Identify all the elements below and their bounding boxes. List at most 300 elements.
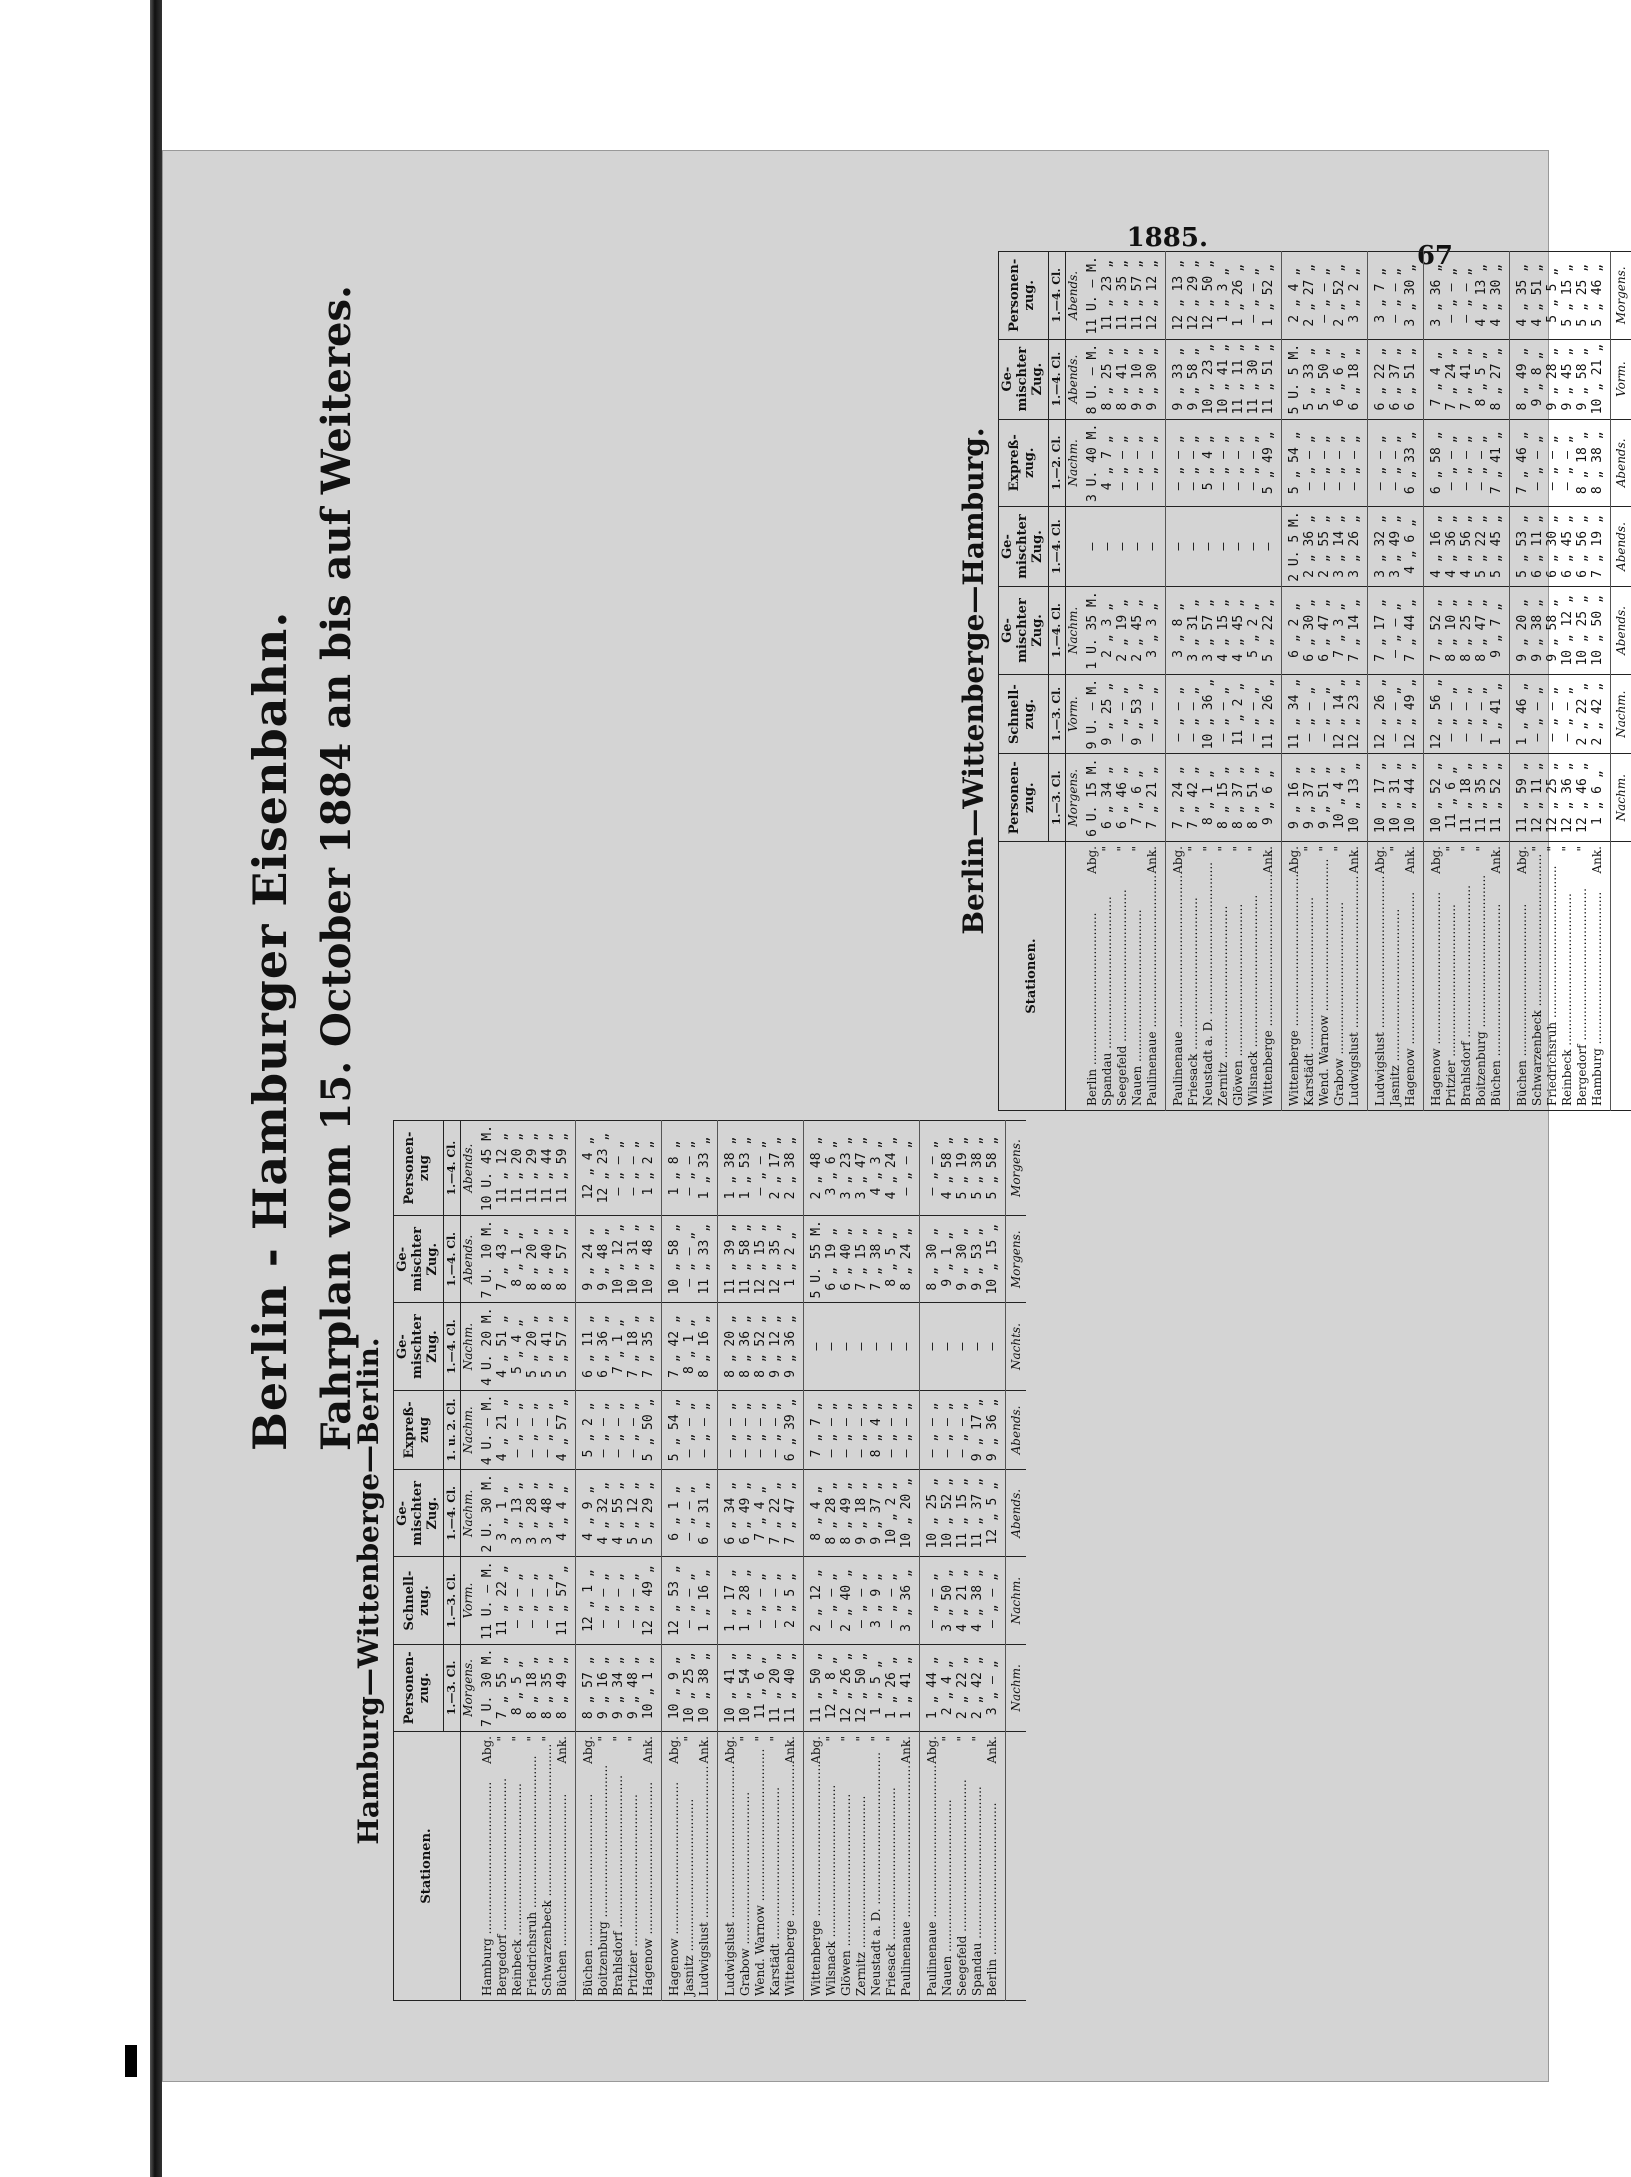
- time-cell: [804, 1557, 920, 1644]
- station-name: Bergedorf .....: [1575, 852, 1590, 1106]
- time-cell: [1282, 754, 1368, 842]
- station-list: [475, 1732, 576, 2001]
- departure-time: 3 „ 7 „: [1373, 267, 1389, 323]
- arrival-period: Morgens.: [1006, 1121, 1027, 1216]
- period-label: Morgens.: [461, 1644, 476, 1731]
- station-name: Paulinenaue .....: [1145, 873, 1160, 1106]
- departure-time: — „ — „: [1373, 435, 1389, 491]
- time-cell: [1282, 507, 1368, 587]
- station-mark: ": [854, 1736, 869, 1742]
- footer-row: [1611, 252, 1631, 1111]
- time-cell: [920, 1644, 1006, 1731]
- station-name: Ludwigslust .....: [723, 1764, 738, 1996]
- station-name: Paulinenaue .....: [1171, 874, 1186, 1106]
- station-name: Grabow .....: [1332, 852, 1347, 1106]
- time-cell: [920, 1216, 1006, 1303]
- station-list: [1282, 842, 1368, 1111]
- departure-time: 3 „ — „: [985, 1660, 1001, 1716]
- station-block: [920, 1121, 1006, 2001]
- departure-time: 7 „ 19 „: [1590, 515, 1606, 578]
- departure-time: 6 „ 19 „: [824, 1227, 840, 1291]
- departure-time: 9 „ 18 „: [854, 1481, 870, 1545]
- departure-time: 5 „ 4 „: [510, 1319, 526, 1374]
- station-mark: ": [1545, 846, 1560, 852]
- station-mark: ": [1474, 846, 1489, 852]
- train-type-header: Ge-mischter Zug.: [394, 1216, 444, 1303]
- departure-time: 3 „ 23 „: [839, 1136, 855, 1200]
- station-list: [718, 1732, 804, 2001]
- departure-time: 2 „ 22 „: [955, 1656, 971, 1720]
- document-title: Berlin - Hamburger Eisenbahn.: [243, 610, 297, 1451]
- departure-time: 8 „ 20 „: [525, 1227, 541, 1291]
- departure-time: 5 „ 12 „: [626, 1481, 642, 1545]
- station-line: [1403, 846, 1418, 1106]
- departure-time: 9 „ 33 „: [1171, 347, 1187, 411]
- train-class-header: 1.—4. Cl.: [443, 1216, 461, 1303]
- departure-time: 11 „ 40 „: [783, 1652, 799, 1724]
- time-cell: [1510, 252, 1611, 340]
- station-name: Glöwen .....: [839, 1742, 854, 1996]
- departure-time: — „ — „: [1474, 686, 1490, 742]
- station-mark: Ank.: [1347, 846, 1362, 874]
- departure-time: 12 „ 56 „: [1429, 678, 1445, 750]
- period-label: Abends.: [1066, 252, 1081, 340]
- departure-time: 10 „ 25 „: [1575, 595, 1591, 666]
- page-edge-shadow: [150, 0, 162, 2177]
- departure-time: 5 „ 15 „: [1560, 263, 1576, 327]
- departure-time: 7 „ 14 „: [1347, 599, 1363, 662]
- departure-time: 9 „ 30 „: [1145, 347, 1161, 411]
- station-mark: ": [753, 1736, 768, 1742]
- station-mark: ": [611, 1736, 626, 1742]
- arrival-period: Nachm.: [1006, 1644, 1027, 1731]
- train-type-header: Personen-zug.: [999, 754, 1049, 842]
- departure-time: —: [1231, 542, 1247, 551]
- departure-time: 9 „ 58 „: [1575, 347, 1591, 411]
- time-cell: [1166, 252, 1282, 340]
- departure-time: 4 „ 55 „: [611, 1481, 627, 1545]
- departure-time: 3 „ 48 „: [540, 1481, 556, 1545]
- departure-time: 6 „ 6 „: [1332, 351, 1348, 407]
- departure-time: 6 „ 34 „: [1100, 766, 1116, 830]
- departure-time: —: [925, 1342, 941, 1351]
- time-cell: [920, 1557, 1006, 1644]
- departure-time: — „ — „: [1115, 435, 1131, 491]
- departure-time: 10 „ 31 „: [1388, 762, 1404, 833]
- station-line: [783, 1736, 798, 1996]
- departure-time: 11 „ 12 „: [495, 1132, 511, 1204]
- departure-time: — „ — „: [753, 1140, 769, 1196]
- station-name: Büchen .....: [1489, 873, 1504, 1106]
- station-mark: Ank.: [1145, 846, 1160, 874]
- station-mark: Ank.: [1261, 846, 1276, 874]
- departure-time: 10 „ 52 „: [1429, 762, 1445, 833]
- departure-time: 6 „ 51 „: [1403, 347, 1419, 411]
- time-cell: [718, 1121, 804, 1216]
- station-mark: ": [1100, 846, 1115, 852]
- direction-title: Hamburg—Wittenberge—Berlin.: [352, 1337, 385, 1845]
- station-line: [955, 1736, 970, 1996]
- station-line: [1246, 846, 1261, 1106]
- departure-time: 4 „ 21 „: [955, 1569, 971, 1632]
- station-name: Brahlsdorf .....: [1459, 852, 1474, 1106]
- train-class-header: 1.—4. Cl.: [1048, 252, 1066, 340]
- departure-time: 8 „ 15 „: [1216, 766, 1232, 830]
- departure-time: 8 „ 1 „: [510, 1231, 526, 1287]
- departure-time: 3 „ 30 „: [1403, 263, 1419, 327]
- departure-time: 4 U. 20 M.: [480, 1307, 496, 1386]
- departure-time: 3 „ 14 „: [1332, 515, 1348, 578]
- station-line: [1145, 846, 1160, 1106]
- departure-time: 4 „ 38 „: [970, 1569, 986, 1632]
- departure-time: 9 „ 45 „: [1560, 347, 1576, 411]
- departure-time: 12 „ 35 „: [768, 1224, 784, 1295]
- departure-time: 2 „ 27 „: [1302, 263, 1318, 327]
- departure-time: 1 „ 52 „: [1261, 263, 1277, 327]
- departure-time: 6 „ 30 „: [1302, 599, 1318, 662]
- departure-time: 7 „ 35 „: [641, 1315, 657, 1378]
- departure-time: 6 „ 33 „: [1403, 431, 1419, 495]
- station-name: Zernitz .....: [854, 1742, 869, 1996]
- train-class-header: 1.—3. Cl.: [443, 1644, 461, 1731]
- departure-time: — „ — „: [1459, 267, 1475, 323]
- period-row: [461, 1121, 476, 2001]
- departure-time: 7 „ 41 „: [1489, 431, 1505, 495]
- departure-time: —: [1186, 542, 1202, 551]
- station-name: Büchen .....: [555, 1763, 570, 1996]
- time-cell: [662, 1470, 718, 1557]
- arrival-period: Abends.: [1611, 587, 1631, 675]
- station-line: [1373, 846, 1388, 1106]
- station-line: [480, 1736, 495, 1996]
- period-row: [1066, 252, 1081, 1111]
- time-cell: [576, 1216, 662, 1303]
- book-binding: [0, 0, 150, 2177]
- departure-time: 1 „ 3 „: [1216, 267, 1232, 323]
- station-line: [1429, 846, 1444, 1106]
- station-line: [1100, 846, 1115, 1106]
- departure-time: 10 „ 23 „: [1201, 343, 1217, 415]
- departure-time: 10 „ 41 „: [1216, 343, 1232, 415]
- station-mark: ": [1201, 846, 1216, 852]
- station-mark: Ank.: [1489, 846, 1504, 874]
- departure-time: — „ — „: [925, 1140, 941, 1196]
- departure-time: 12 „ 4 „: [581, 1136, 597, 1200]
- departure-time: — „ — „: [525, 1573, 541, 1628]
- departure-time: 9 „ 17 „: [970, 1398, 986, 1462]
- station-line: [555, 1736, 570, 1996]
- station-line: [1216, 846, 1231, 1106]
- time-cell: [1368, 252, 1424, 340]
- station-line: [809, 1736, 824, 1996]
- departure-time: 6 „ 11 „: [581, 1315, 597, 1378]
- departure-time: 1 „ 41 „: [1489, 682, 1505, 746]
- departure-time: 3 „ 50 „: [940, 1569, 956, 1632]
- departure-time: 9 „ 25 „: [1100, 682, 1116, 746]
- departure-time: — „ — „: [1186, 435, 1202, 491]
- time-cell: [1080, 252, 1166, 340]
- departure-time: 1 „ 16 „: [697, 1569, 713, 1632]
- departure-time: 10 „ 15 „: [985, 1224, 1001, 1295]
- time-cell: [718, 1644, 804, 1731]
- departure-time: 2 U. 5 M.: [1287, 511, 1303, 582]
- period-label: Nachm.: [461, 1303, 476, 1390]
- departure-time: 2 „ 38 „: [783, 1136, 799, 1200]
- station-line: [1545, 846, 1560, 1106]
- time-cell: [1368, 674, 1424, 754]
- departure-time: 11 „ 30 „: [1246, 343, 1262, 415]
- time-cell: [804, 1303, 920, 1390]
- departure-time: — „ — „: [839, 1402, 855, 1458]
- departure-time: 3 „ 9 „: [869, 1573, 885, 1628]
- station-name: Zernitz .....: [1216, 852, 1231, 1106]
- time-cell: [718, 1557, 804, 1644]
- time-cell: [1368, 339, 1424, 419]
- departure-time: 3 „ 13 „: [510, 1481, 526, 1545]
- departure-time: — „ — „: [1545, 435, 1561, 491]
- departure-time: —: [1100, 542, 1116, 551]
- departure-time: — „ — „: [540, 1402, 556, 1458]
- station-mark: ": [824, 1736, 839, 1742]
- time-cell: [1166, 674, 1282, 754]
- station-name: Pritzier .....: [1444, 852, 1459, 1106]
- departure-time: — „ — „: [824, 1402, 840, 1458]
- departure-time: — „ — „: [1545, 686, 1561, 742]
- departure-time: 3 „ 36 „: [1429, 263, 1445, 327]
- time-cell: [804, 1644, 920, 1731]
- departure-time: 8 „ 47 „: [1474, 599, 1490, 662]
- departure-time: 2 „ 4 „: [1287, 267, 1303, 323]
- departure-time: 6 „ 11 „: [1530, 515, 1546, 578]
- station-line: [1302, 846, 1317, 1106]
- departure-time: 12 „ 12 „: [1145, 260, 1161, 331]
- departure-time: 10 „ 2 „: [884, 1481, 900, 1545]
- train-type-header: Schnell-zug.: [394, 1557, 444, 1644]
- departure-time: —: [1201, 542, 1217, 551]
- departure-time: 9 „ 12 „: [768, 1315, 784, 1378]
- time-cell: [718, 1216, 804, 1303]
- departure-time: — „ — „: [1317, 267, 1333, 323]
- departure-time: 7 „ 43 „: [495, 1227, 511, 1291]
- period-label: Morgens.: [1066, 754, 1081, 842]
- train-type-header: Ge-mischter Zug.: [394, 1470, 444, 1557]
- departure-time: 7 „ 38 „: [869, 1227, 885, 1291]
- time-cell: [1510, 674, 1611, 754]
- departure-time: 4 „ 4 „: [555, 1485, 571, 1541]
- station-mark: ": [1560, 846, 1575, 852]
- departure-time: — „ — „: [1302, 435, 1318, 491]
- station-line: [1171, 846, 1186, 1106]
- departure-time: 5 „ 45 „: [1489, 515, 1505, 578]
- time-cell: [718, 1303, 804, 1390]
- departure-time: 11 „ 11 „: [1231, 343, 1247, 415]
- arrival-period: Abends.: [1611, 507, 1631, 587]
- departure-time: 2 „ 17 „: [768, 1136, 784, 1200]
- departure-time: — „ — „: [1444, 686, 1460, 742]
- departure-time: 6 „ 47 „: [1317, 599, 1333, 662]
- time-cell: [1282, 419, 1368, 506]
- departure-time: 9 „ 37 „: [869, 1481, 885, 1545]
- station-name: Friesack .....: [884, 1742, 899, 1996]
- departure-time: 10 „ 1 „: [641, 1656, 657, 1720]
- departure-time: 6 „ 31 „: [697, 1481, 713, 1545]
- departure-time: 11 „ 18 „: [1459, 762, 1475, 833]
- departure-time: 6 „ 40 „: [839, 1227, 855, 1291]
- station-block: [1080, 252, 1166, 1111]
- departure-time: 11 „ 51 „: [1261, 343, 1277, 415]
- departure-time: — „ — „: [1186, 686, 1202, 742]
- station-mark: ": [970, 1736, 985, 1742]
- station-mark: ": [626, 1736, 641, 1742]
- station-mark: ": [768, 1736, 783, 1742]
- departure-time: — „ — „: [1246, 686, 1262, 742]
- station-mark: Ank.: [985, 1736, 1000, 1764]
- departure-time: 12 „ 5 „: [985, 1481, 1001, 1545]
- arrival-period: Abends.: [1006, 1470, 1027, 1557]
- time-cell: [1282, 674, 1368, 754]
- departure-time: — „ — „: [1560, 686, 1576, 742]
- departure-time: 8 „ 1 „: [682, 1319, 698, 1374]
- departure-time: — „ — „: [1171, 686, 1187, 742]
- time-cell: [576, 1121, 662, 1216]
- departure-time: — „ — „: [1130, 435, 1146, 491]
- station-mark: ": [596, 1736, 611, 1742]
- station-line: [682, 1736, 697, 1996]
- departure-time: 10 „ 12 „: [1560, 595, 1576, 666]
- time-cell: [804, 1121, 920, 1216]
- station-name: Büchen .....: [581, 1764, 596, 1996]
- time-cell: [1166, 507, 1282, 587]
- time-cell: [1424, 419, 1510, 506]
- train-class-header: 1.—3. Cl.: [1048, 754, 1066, 842]
- departure-time: 7 „ 24 „: [1444, 347, 1460, 411]
- departure-time: 9 „ 36 „: [985, 1398, 1001, 1462]
- time-cell: [1166, 419, 1282, 506]
- departure-time: 3 „ 28 „: [525, 1481, 541, 1545]
- period-label: Abends.: [1066, 339, 1081, 419]
- station-name: Wittenberge .....: [783, 1763, 798, 1996]
- departure-time: — „ — „: [753, 1402, 769, 1458]
- train-class-header: 1. u. 2. Cl.: [443, 1390, 461, 1469]
- departure-time: — „ — „: [1216, 686, 1232, 742]
- departure-time: 1 „ 44 „: [925, 1656, 941, 1720]
- departure-time: 11 „ 59 „: [555, 1132, 571, 1204]
- arrival-period: Morgens.: [1006, 1216, 1027, 1303]
- time-cell: [475, 1303, 576, 1390]
- departure-time: 6 „ 58 „: [1429, 431, 1445, 495]
- departure-time: 2 „ 12 „: [809, 1569, 825, 1632]
- station-list: [576, 1732, 662, 2001]
- departure-time: 9 „ 1 „: [940, 1231, 956, 1287]
- station-name: Nauen .....: [940, 1742, 955, 1996]
- station-name: Glöwen .....: [1231, 852, 1246, 1106]
- station-mark: Abg.: [1515, 846, 1530, 874]
- train-type-header: Schnell-zug.: [999, 674, 1049, 754]
- departure-time: 4 „ 51 „: [495, 1315, 511, 1378]
- departure-time: 1 „ 38 „: [723, 1136, 739, 1200]
- period-label: Vorm.: [1066, 674, 1081, 754]
- departure-time: 12 „ 29 „: [1186, 260, 1202, 331]
- departure-time: 1 „ 41 „: [899, 1656, 915, 1720]
- departure-time: 2 „ 3 „: [1100, 603, 1116, 658]
- departure-time: 8 „ 5 „: [884, 1231, 900, 1287]
- station-line: [540, 1736, 555, 1996]
- departure-time: 5 „ 57 „: [555, 1315, 571, 1378]
- station-name: Wilsnack .....: [824, 1742, 839, 1996]
- departure-time: — „ — „: [1145, 686, 1161, 742]
- departure-time: 11 „ 2 „: [1231, 682, 1247, 746]
- station-line: [753, 1736, 768, 1996]
- time-cell: [1368, 587, 1424, 675]
- station-mark: ": [1115, 846, 1130, 852]
- station-mark: Ank.: [1403, 846, 1418, 874]
- departure-time: 9 „ 10 „: [1130, 347, 1146, 411]
- time-cell: [576, 1557, 662, 1644]
- departure-time: 12 „ 11 „: [1530, 762, 1546, 833]
- departure-time: — „ — „: [1115, 686, 1131, 742]
- station-line: [869, 1736, 884, 1996]
- station-name: Grabow .....: [738, 1742, 753, 1996]
- station-name: Berlin .....: [1085, 874, 1100, 1106]
- departure-time: 9 „ 51 „: [1317, 766, 1333, 830]
- departure-time: 3 „ 47 „: [854, 1136, 870, 1200]
- time-cell: [1368, 754, 1424, 842]
- departure-time: 7 „ 46 „: [1515, 431, 1531, 495]
- departure-time: 3 „ 49 „: [1388, 515, 1404, 578]
- departure-time: 2 „ 55 „: [1317, 515, 1333, 578]
- departure-time: 1 U. 35 M.: [1085, 591, 1101, 670]
- departure-time: — „ — „: [682, 1485, 698, 1541]
- departure-time: — „ — „: [899, 1140, 915, 1196]
- departure-time: 10 „ 25 „: [682, 1652, 698, 1724]
- station-line: [1444, 846, 1459, 1106]
- departure-time: 6 „ 18 „: [1347, 347, 1363, 411]
- departure-time: 8 U. — M.: [1085, 343, 1101, 415]
- station-name: Friesack .....: [1186, 852, 1201, 1106]
- departure-time: 9 „ 20 „: [1515, 599, 1531, 662]
- departure-time: — „ — „: [611, 1140, 627, 1196]
- station-mark: Abg.: [925, 1736, 940, 1764]
- arrival-period: Nachts.: [1006, 1303, 1027, 1390]
- station-name: Neustadt a. D. .....: [1201, 852, 1216, 1106]
- direction-title: Berlin—Wittenberge—Hamburg.: [957, 427, 990, 935]
- departure-time: 7 „ 3 „: [1332, 603, 1348, 658]
- station-name: Friedrichsruh .....: [525, 1742, 540, 1996]
- time-cell: [1510, 754, 1611, 842]
- departure-time: 5 U. 5 M.: [1287, 343, 1303, 415]
- departure-time: 7 „ 42 „: [667, 1315, 683, 1378]
- station-mark: ": [682, 1736, 697, 1742]
- period-label: Vorm.: [461, 1557, 476, 1644]
- departure-time: 1 „ 6 „: [1590, 770, 1606, 826]
- document-subtitle: Fahrplan vom 15. October 1884 an bis auf Weiteres.: [313, 285, 360, 1451]
- departure-time: 7 „ 21 „: [1145, 766, 1161, 830]
- departure-time: 9 „ 58 „: [1545, 599, 1561, 662]
- footer-row: [1006, 1121, 1027, 2001]
- departure-time: 10 „ 9 „: [667, 1656, 683, 1720]
- departure-time: 12 „ 36 „: [1560, 762, 1576, 833]
- station-name: Seegefeld .....: [1115, 852, 1130, 1106]
- departure-time: 9 „ 7 „: [1489, 603, 1505, 658]
- departure-time: 8 „ 4 „: [869, 1402, 885, 1458]
- station-line: [1130, 846, 1145, 1106]
- departure-time: 2 „ 45 „: [1130, 599, 1146, 662]
- departure-time: 10 „ 21 „: [1590, 343, 1606, 415]
- station-name: Spandau .....: [970, 1742, 985, 1996]
- station-block: [718, 1121, 804, 2001]
- departure-time: 5 „ 5 „: [1545, 267, 1561, 323]
- departure-time: —: [955, 1342, 971, 1351]
